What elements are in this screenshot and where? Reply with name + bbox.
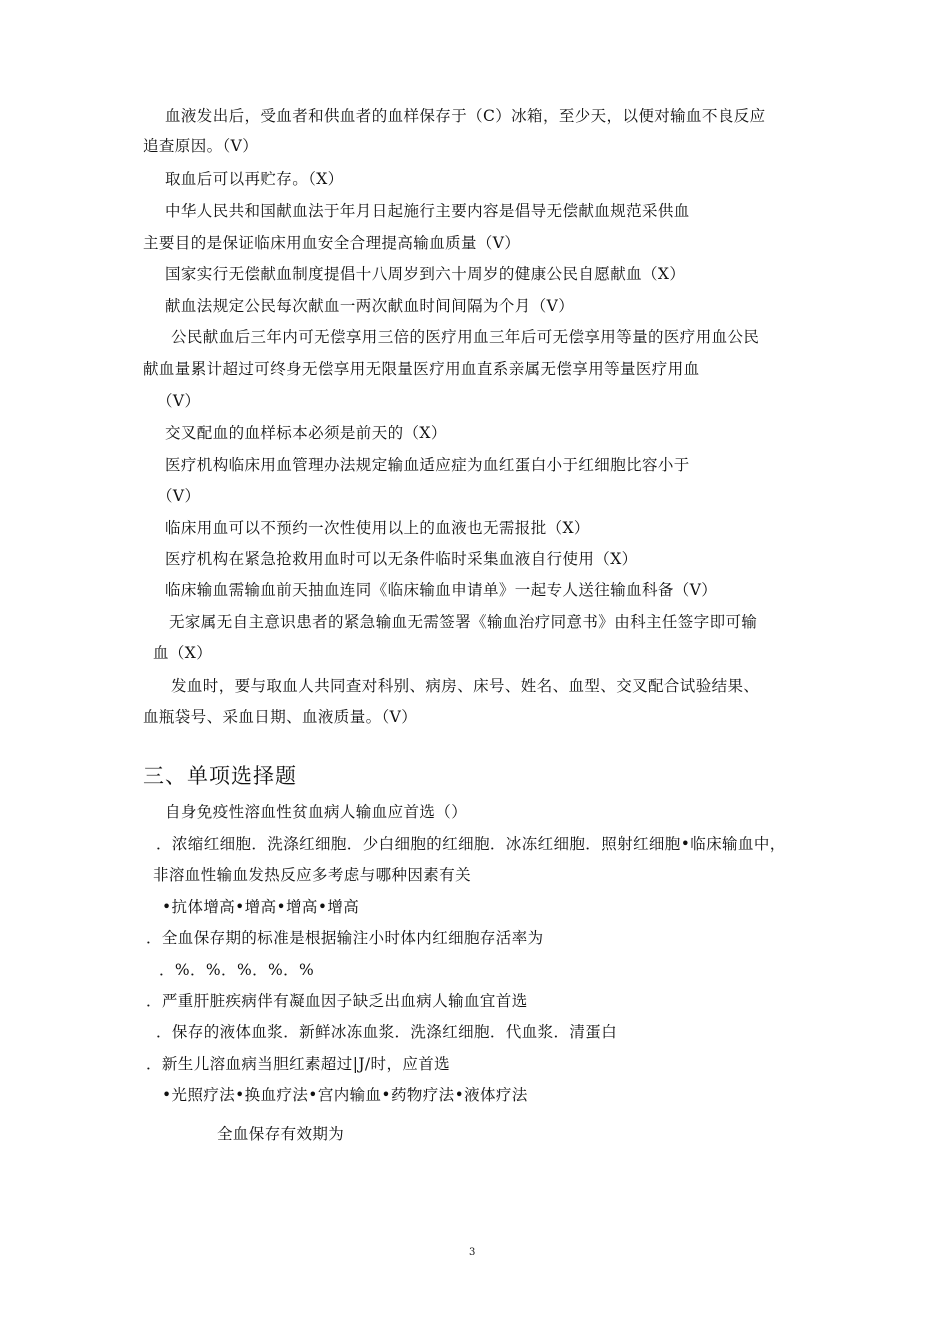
page-number: 3 [469,1247,476,1258]
text-line: 医疗机构临床用血管理办法规定输血适应症为血红蛋白小于红细胞比容小于 [165,456,690,474]
section-heading: 三、单项选择题 [143,764,297,788]
text-line: 国家实行无偿献血制度提倡十八周岁到六十周岁的健康公民自愿献血（X） [165,265,686,283]
question-line: 非溶血性输血发热反应多考虑与哪种因素有关 [153,866,472,884]
text-line: 主要目的是保证临床用血安全合理提高输血质量（V） [143,234,521,252]
text-line: 医疗机构在紧急抢救用血时可以无条件临时采集血液自行使用（X） [165,550,638,568]
question-line: ．全血保存期的标准是根据输注小时体内红细胞存活率为 [146,929,544,947]
text-line: 献血法规定公民每次献血一两次献血时间间隔为个月（V） [165,297,575,315]
text-line: 献血量累计超过可终身无偿享用无限量医疗用血直系亲属无偿享用等量医疗用血 [143,360,700,378]
text-line: 血液发出后，受血者和供血者的血样保存于（C）冰箱，至少天，以便对输血不良反应 [165,107,766,125]
question-line: ．保存的液体血浆．新鲜冰冻血浆．洗涤红细胞．代血浆．清蛋白 [156,1023,618,1041]
text-line: （V） [157,392,201,410]
question-line: •光照疗法•换血疗法•宫内输血•药物疗法•液体疗法 [162,1086,528,1104]
text-line: 无家属无自主意识患者的紧急输血无需签署《输血治疗同意书》由科主任签字即可输 [169,613,758,631]
text-line: 公民献血后三年内可无偿享用三倍的医疗用血三年后可无偿享用等量的医疗用血公民 [171,328,760,346]
question-line: ．%．%．%．%．% [159,961,315,979]
text-line: 发血时，要与取血人共同查对科别、病房、床号、姓名、血型、交叉配合试验结果、 [171,677,760,695]
text-line: 血瓶袋号、采血日期、血液质量。（V） [143,708,418,726]
question-line: ．新生儿溶血病当胆红素超过|J/时，应首选 [146,1055,451,1073]
question-line: 全血保存有效期为 [217,1125,345,1143]
text-line: 中华人民共和国献血法于年月日起施行主要内容是倡导无偿献血规范采供血 [165,202,690,220]
question-line: •抗体增高•增高•增高•增高 [162,898,360,916]
text-line: 临床输血需输血前天抽血连同《临床输血申请单》一起专人送往输血科备（V） [165,581,718,599]
question-line: ．严重肝脏疾病伴有凝血因子缺乏出血病人输血宜首选 [146,992,528,1010]
text-line: 取血后可以再贮存。（X） [165,170,344,188]
text-line: 血（X） [153,644,213,662]
text-line: （V） [157,487,201,505]
text-line: 临床用血可以不预约一次性使用以上的血液也无需报批（X） [165,519,590,537]
question-line: 自身免疫性溶血性贫血病人输血应首选（） [165,803,468,821]
question-line: ．浓缩红细胞．洗涤红细胞．少白细胞的红细胞．冰冻红细胞．照射红细胞•临床输血中， [156,835,786,853]
text-line: 交叉配血的血样标本必须是前天的（X） [165,424,447,442]
text-line: 追查原因。（V） [143,137,259,155]
